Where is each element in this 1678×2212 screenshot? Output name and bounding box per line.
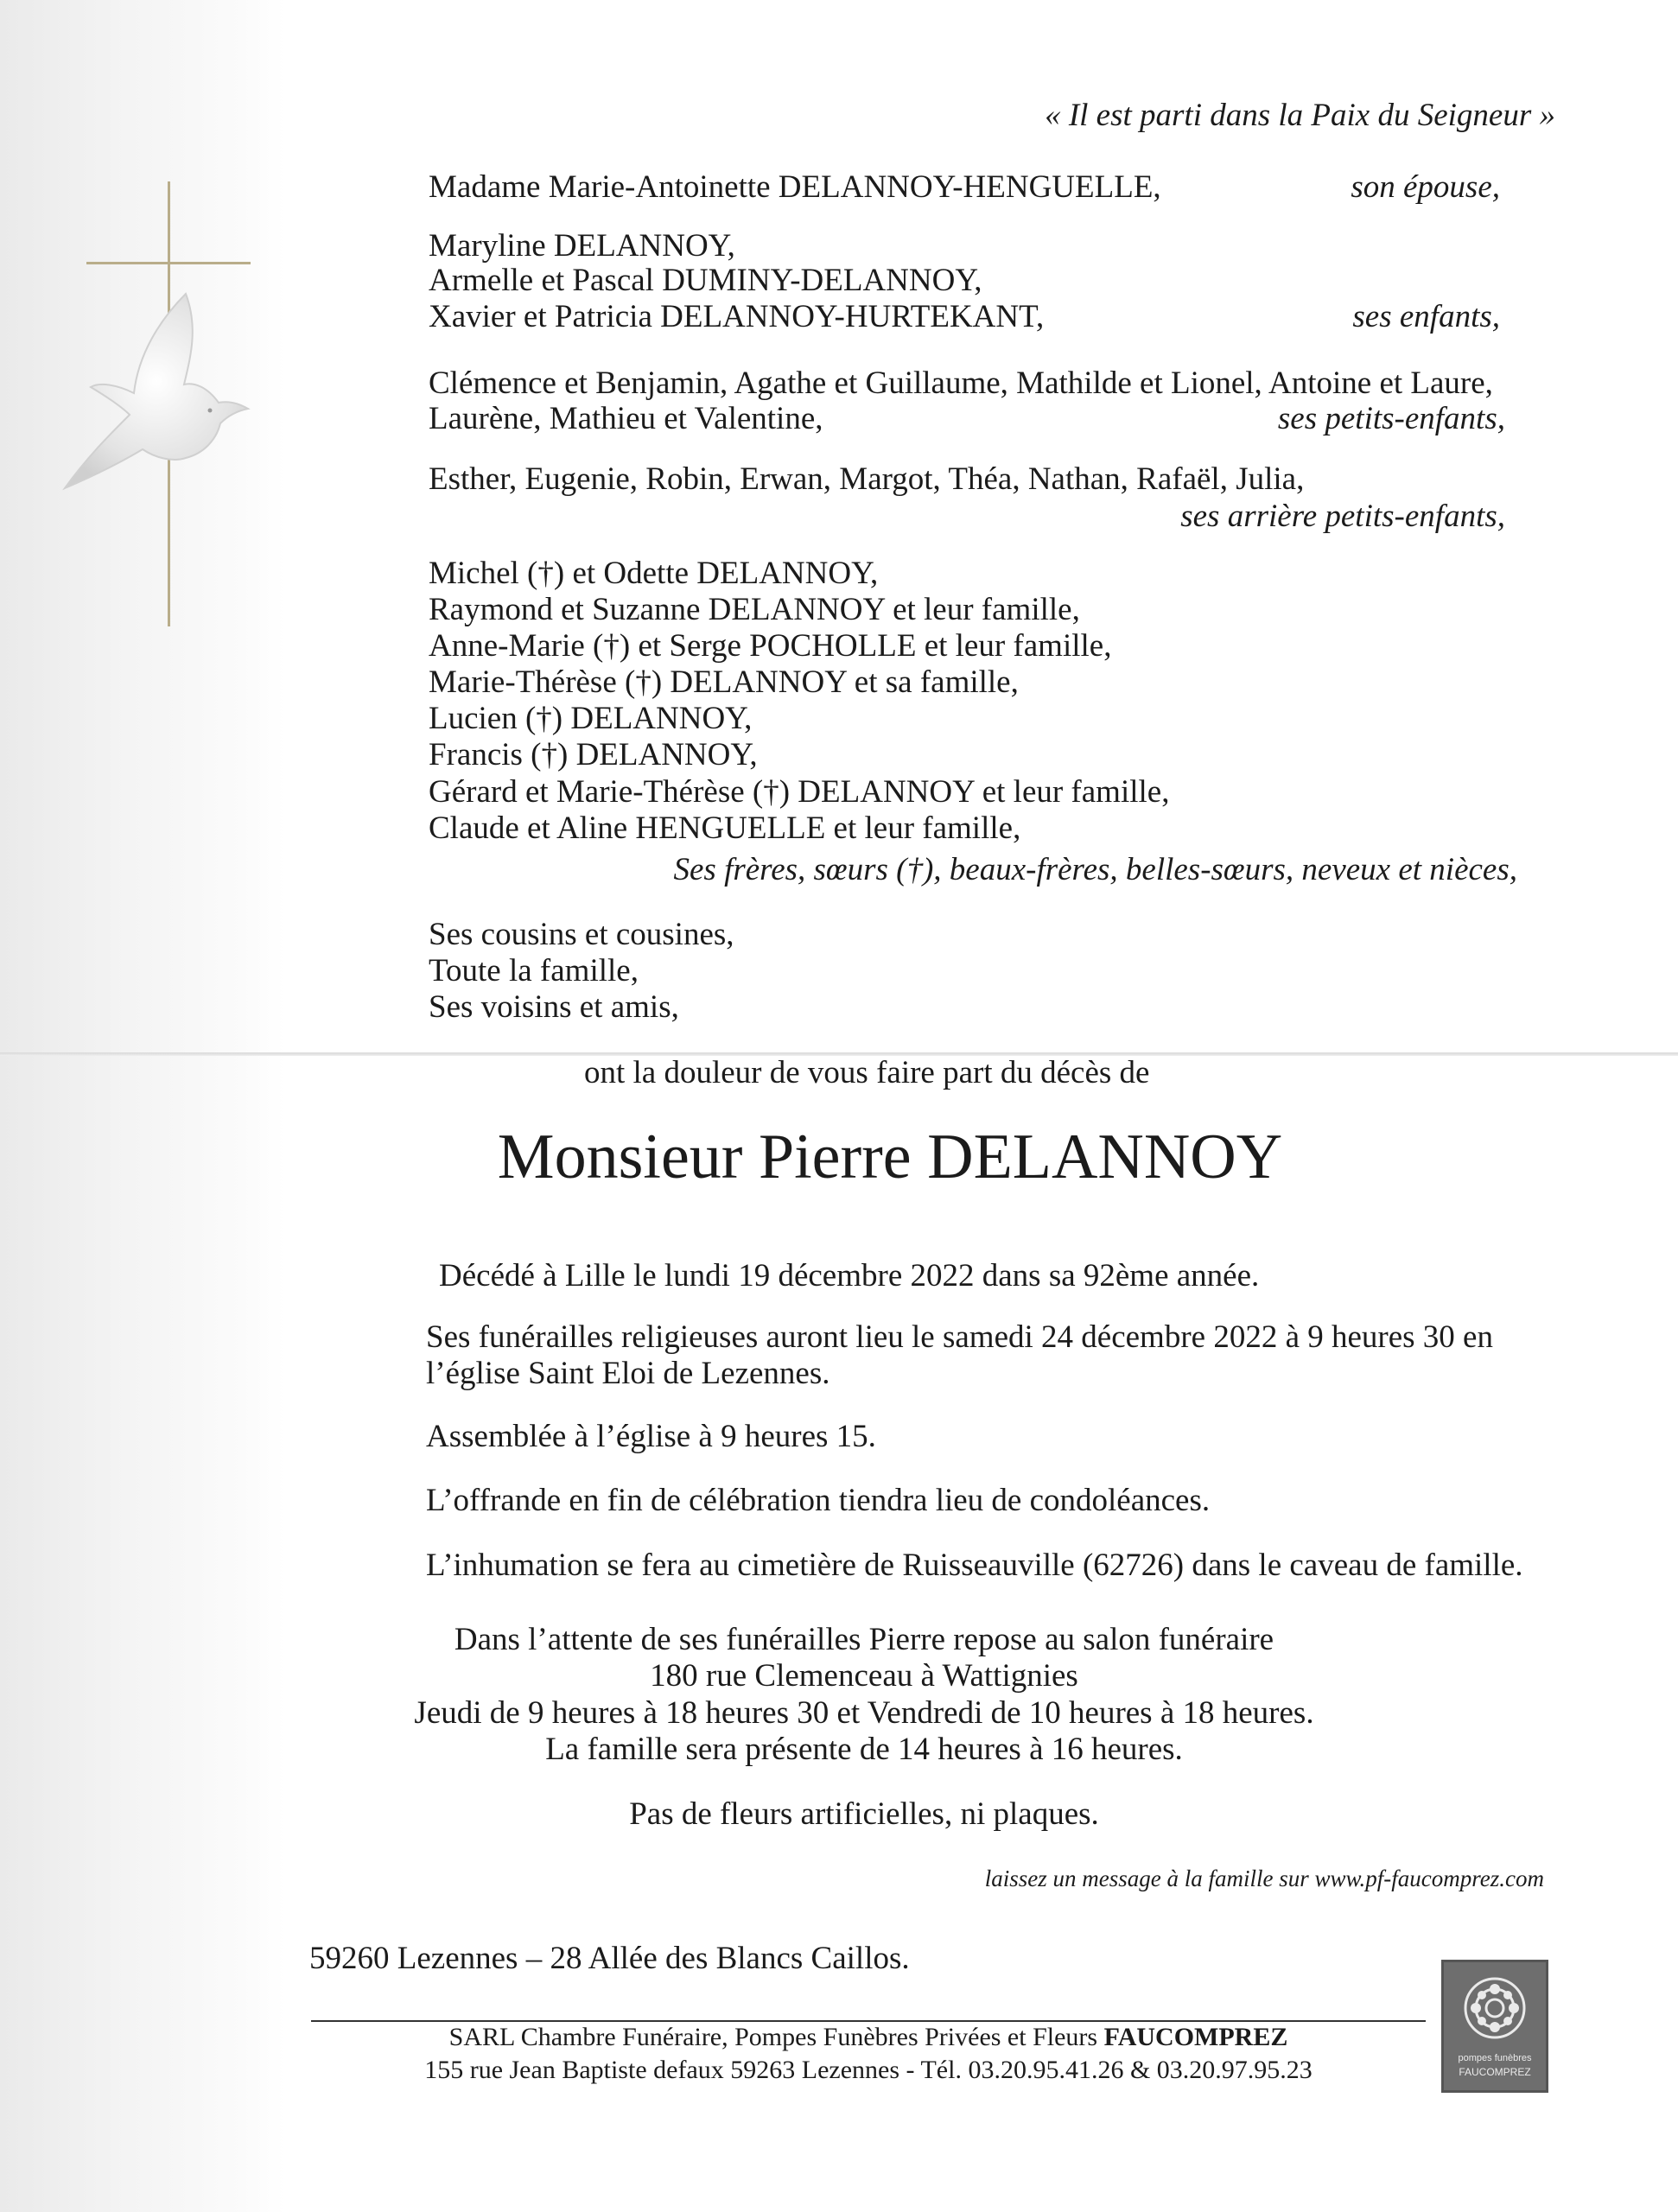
family-line: Xavier et Patricia DELANNOY-HURTEKANT, <box>429 299 1045 334</box>
footer-company-prefix: SARL Chambre Funéraire, Pompes Funèbres Privées et Fleurs <box>448 2023 1104 2051</box>
family-line: Madame Marie-Antoinette DELANNOY-HENGUELLE, <box>429 169 1161 205</box>
family-line: Michel (†) et Odette DELANNOY, <box>429 556 879 591</box>
family-line: Anne-Marie (†) et Serge POCHOLLE et leur famille, <box>429 628 1112 664</box>
deceased-name: Monsieur Pierre DELANNOY <box>497 1122 1283 1192</box>
family-line: Toute la famille, <box>429 953 639 988</box>
footer-company-name: FAUCOMPREZ <box>1103 2023 1288 2051</box>
detail-line: Ses funérailles religieuses auront lieu le samedi 24 décembre 2022 à 9 heures 30 en <box>426 1319 1493 1355</box>
dove-icon <box>56 285 255 510</box>
footer-company <box>311 2022 1426 2053</box>
rosette-icon <box>1461 1974 1529 2042</box>
detail-line: Décédé à Lille le lundi 19 décembre 2022 dans sa 92ème année. <box>439 1258 1260 1294</box>
detail-line: L’offrande en fin de célébration tiendra lieu de condoléances. <box>426 1483 1211 1518</box>
family-address: 59260 Lezennes – 28 Allée des Blancs Caillos. <box>309 1941 910 1976</box>
family-relation: ses arrière petits-enfants, <box>1180 499 1505 534</box>
detail-line: L’inhumation se fera au cimetière de Ruisseauville (62726) dans le caveau de famille. <box>426 1548 1523 1583</box>
cross-icon-horizontal <box>86 262 251 264</box>
message-note: laissez un message à la famille sur www.pf-faucomprez.com <box>984 1866 1544 1891</box>
detail-line: l’église Saint Eloi de Lezennes. <box>426 1356 830 1391</box>
family-line: Maryline DELANNOY, <box>429 228 735 264</box>
family-line: Claude et Aline HENGUELLE et leur famille, <box>429 810 1021 846</box>
visitation-line: Jeudi de 9 heures à 18 heures 30 et Vendredi de 10 heures à 18 heures. <box>414 1695 1314 1731</box>
family-line: Laurène, Mathieu et Valentine, <box>429 401 823 436</box>
detail-line: Assemblée à l’église à 9 heures 15. <box>426 1419 876 1454</box>
family-relation: ses petits-enfants, <box>1277 401 1505 436</box>
family-relation: son épouse, <box>1351 169 1500 205</box>
visitation-line: 180 rue Clemenceau à Wattignies <box>650 1658 1078 1694</box>
family-line: Ses voisins et amis, <box>429 989 679 1025</box>
family-line: Esther, Eugenie, Robin, Erwan, Margot, Théa, Nathan, Rafaël, Julia, <box>429 461 1305 497</box>
family-relation: Ses frères, sœurs (†), beaux-frères, belles-sœurs, neveux et nièces, <box>673 852 1517 887</box>
funeral-home-logo <box>1441 1960 1548 2093</box>
family-line: Armelle et Pascal DUMINY-DELANNOY, <box>429 263 982 298</box>
family-line: Lucien (†) DELANNOY, <box>429 701 753 736</box>
quote-text: « Il est parti dans la Paix du Seigneur » <box>1045 98 1555 133</box>
family-line: Clémence et Benjamin, Agathe et Guillaume, Mathilde et Lionel, Antoine et Laure, <box>429 365 1493 401</box>
flowers-note: Pas de fleurs artificielles, ni plaques. <box>629 1796 1099 1832</box>
family-line: Ses cousins et cousines, <box>429 917 734 952</box>
footer-address: 155 rue Jean Baptiste defaux 59263 Lezennes - Tél. 03.20.95.41.26 & 03.20.97.95.23 <box>424 2056 1313 2084</box>
logo-line2: FAUCOMPREZ <box>1459 2066 1531 2078</box>
family-line: Raymond et Suzanne DELANNOY et leur famille, <box>429 592 1080 627</box>
visitation-line: La famille sera présente de 14 heures à 16 heures. <box>545 1732 1183 1767</box>
family-relation: ses enfants, <box>1352 299 1500 334</box>
family-line: Marie-Thérèse (†) DELANNOY et sa famille, <box>429 664 1019 700</box>
family-line: Francis (†) DELANNOY, <box>429 737 758 772</box>
announcement-text: ont la douleur de vous faire part du décès de <box>584 1055 1150 1090</box>
logo-line1: pompes funèbres <box>1458 2053 1532 2063</box>
visitation-line: Dans l’attente de ses funérailles Pierre repose au salon funéraire <box>454 1622 1274 1657</box>
family-line: Gérard et Marie-Thérèse (†) DELANNOY et leur famille, <box>429 774 1170 810</box>
